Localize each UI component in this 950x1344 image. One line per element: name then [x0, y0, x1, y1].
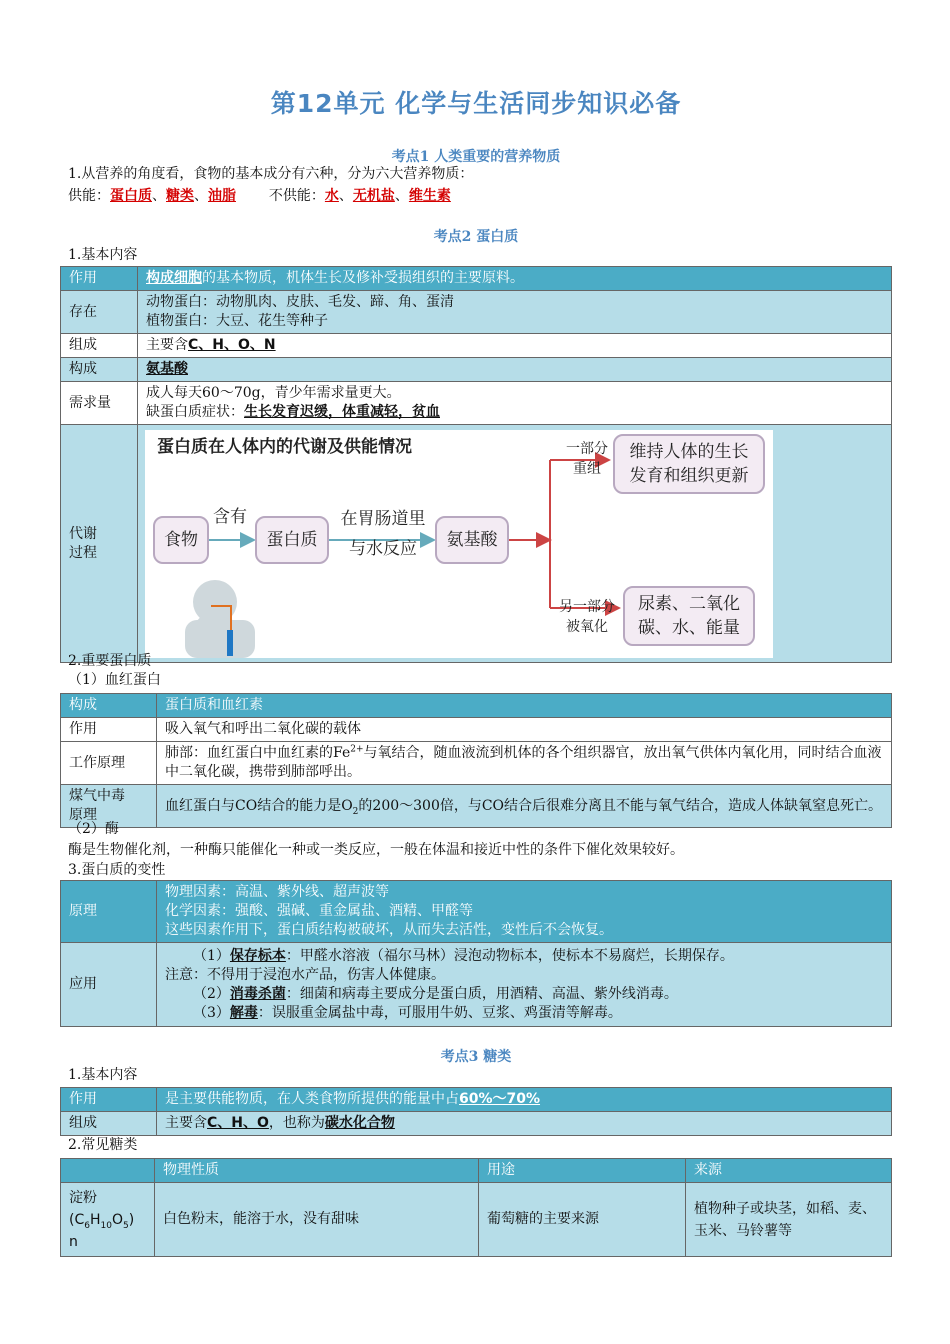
table-row: 组成 主要含C、H、O、N [61, 334, 892, 358]
table-row: 需求量 成人每天60～70g，青少年需求量更大。 缺蛋白质症状：生长发育迟缓，体重减轻，贫血 [61, 382, 892, 425]
denaturation-table [60, 880, 892, 1027]
k3-subheading-common: 2.常见糖类 [68, 1137, 138, 1153]
section-heading-k1: 考点1 人类重要的营养物质 [391, 149, 561, 165]
section-heading-k3: 考点3 糖类 [440, 1049, 512, 1065]
part1-label-1: 一部分 [566, 440, 608, 457]
table-row: 代谢 过程 蛋白质在人体内的代谢及供能情况 食物 含有 蛋白质 在胃肠道里 与水反应 氨基酸 一部分 重组 维持人体的生长 发育和组织更新 另一部分 被氧化 尿素、二氧化 碳、水、能量 [61, 425, 892, 663]
maintain-box: 维持人体的生长 发育和组织更新 [613, 434, 765, 494]
k1-intro: 1.从营养的角度看，食物的基本成分有六种，分为六大营养物质： [68, 166, 474, 182]
common-sugars-table [60, 1158, 892, 1257]
part2-label-2: 被氧化 [566, 618, 608, 635]
gut-label-2: 与水反应 [349, 538, 417, 559]
k2-denaturation-heading: 3.蛋白质的变性 [68, 862, 166, 878]
table-row: 应用 （1）保存标本：甲醛水溶液（福尔马林）浸泡动物标本，使标本不易腐烂，长期保存。 注意：不得用于浸泡水产品，伤害人体健康。 （2）消毒杀菌：细菌和病毒主要成分是蛋白质，用酒精、高温、紫外线消毒。 （3）解毒：误服重金属盐中毒，可服用牛奶、豆浆、鸡蛋清等解毒。 [61, 943, 892, 1027]
k2-enzyme-heading: （2）酶 [68, 821, 119, 837]
k1-nutrients: 供能：蛋白质、糖类、油脂 不供能：水、无机盐、维生素 [68, 188, 451, 204]
k2-hemoglobin-heading: （1）血红蛋白 [68, 672, 161, 688]
protein-box: 蛋白质 [255, 516, 329, 564]
table-row: 工作原理 肺部：血红蛋白中血红素的$Fe^{2+}$与氧结合，随血液流到机体的各个组织器官，放出氧气供体内氧化用，同时结合血液中二氧化碳，携带到肺部呼出。 [61, 742, 892, 785]
diagram-title: 蛋白质在人体内的代谢及供能情况 [157, 436, 412, 457]
sugar-basic-table [60, 1087, 892, 1136]
hemoglobin-table [60, 693, 892, 828]
contains-label: 含有 [213, 506, 247, 527]
table-row: 作用 构成细胞的基本物质，机体生长及修补受损组织的主要原料。 [61, 267, 892, 291]
k3-subheading-basic: 1.基本内容 [68, 1067, 138, 1083]
table-row: 构成 蛋白质和血红素 [61, 694, 892, 718]
table-header-row: 物理性质 用途 来源 [61, 1159, 892, 1183]
table-row: 作用 是主要供能物质，在人类食物所提供的能量中占60%～70% [61, 1088, 892, 1112]
products-box: 尿素、二氧化 碳、水、能量 [623, 586, 755, 646]
gut-label-1: 在胃肠道里 [340, 508, 426, 529]
food-box: 食物 [153, 516, 209, 564]
section-heading-k2: 考点2 蛋白质 [433, 229, 519, 245]
k2-subheading-important: 2.重要蛋白质 [68, 653, 152, 669]
page-title: 第12单元 化学与生活同步知识必备 [270, 89, 682, 118]
amino-acid-box: 氨基酸 [435, 516, 509, 564]
protein-metabolism-diagram [145, 430, 773, 658]
table-row: 淀粉 $(C_6H_{10}O_5)$ n 白色粉末，能溶于水，没有甜味 葡萄糖的主要来源 植物种子或块茎，如稻、麦、玉米、马铃薯等 [61, 1183, 892, 1257]
table-row: 组成 主要含C、H、O，也称为碳水化合物 [61, 1112, 892, 1136]
table-row: 存在 动物蛋白：动物肌肉、皮肤、毛发、蹄、角、蛋清 植物蛋白：大豆、花生等种子 [61, 291, 892, 334]
protein-basic-table [60, 266, 892, 663]
table-row: 煤气中毒 原理 血红蛋白与CO结合的能力是$O_2$的200～300倍，与CO结合后很难分离且不能与氧气结合，造成人体缺氧窒息死亡。 [61, 785, 892, 828]
table-row: 构成 氨基酸 [61, 358, 892, 382]
table-row: 原理 物理因素：高温、紫外线、超声波等 化学因素：强酸、强碱、重金属盐、酒精、甲醛等 这些因素作用下，蛋白质结构被破坏，从而失去活性，变性后不会恢复。 [61, 881, 892, 943]
k2-subheading-basic: 1.基本内容 [68, 247, 138, 263]
part2-label-1: 另一部分 [559, 598, 615, 615]
k2-enzyme-text: 酶是生物催化剂，一种酶只能催化一种或一类反应，一般在体温和接近中性的条件下催化效果较好。 [68, 842, 684, 858]
part1-label-2: 重组 [573, 460, 601, 477]
table-row: 作用 吸入氧气和呼出二氧化碳的载体 [61, 718, 892, 742]
